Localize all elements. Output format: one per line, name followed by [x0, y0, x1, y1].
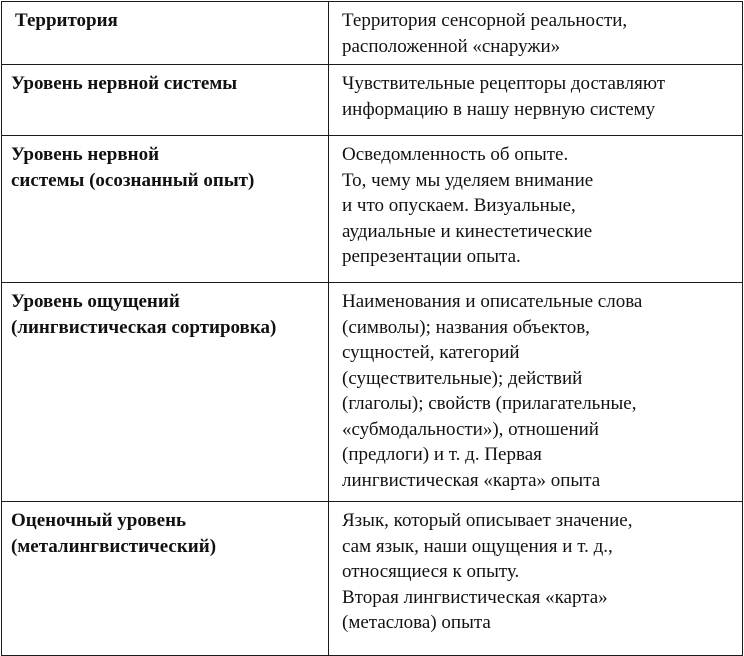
table-row: [2, 65, 743, 136]
level-description: Наименования и описательные слова (символы); названия объектов, сущностей, категорий (существительные); действий (глаголы); свойств (прилагательные, «субмодальности»), отношений (предлоги) и т. д. Первая лингвистическая «карта» опыта: [342, 291, 643, 491]
level-description-cell: [329, 502, 743, 656]
level-description-cell: [329, 283, 743, 502]
level-description: Чувствительные рецепторы доставляют информацию в нашу нервную систему: [342, 73, 666, 120]
table-row: [2, 283, 743, 502]
table-row: [2, 2, 743, 65]
level-name: Уровень ощущений (лингвистическая сортировка): [11, 291, 277, 338]
level-name-cell: [2, 136, 329, 283]
level-description: Язык, который описывает значение, сам язык, наши ощущения и т. д., относящиеся к опыту. Вторая лингвистическая «карта» (метаслова) опыта: [342, 510, 633, 633]
level-name: Территория: [15, 10, 118, 31]
level-description-cell: [329, 65, 743, 136]
level-name-cell: [2, 502, 329, 656]
level-name-cell: [2, 65, 329, 136]
level-description-cell: [329, 2, 743, 65]
level-name-cell: [2, 283, 329, 502]
level-name: Уровень нервной системы: [11, 73, 238, 94]
table-row: [2, 136, 743, 283]
level-description: Территория сенсорной реальности, расположенной «снаружи»: [342, 10, 628, 57]
level-name: Уровень нервной системы (осознанный опыт): [11, 144, 255, 191]
level-name-cell: [2, 2, 329, 65]
table-row: [2, 502, 743, 656]
levels-table: [1, 1, 743, 656]
level-description-cell: [329, 136, 743, 283]
level-name: Оценочный уровень (металингвистический): [11, 510, 217, 557]
level-description: Осведомленность об опыте. То, чему мы уделяем внимание и что опускаем. Визуальные, аудиальные и кинестетические репрезентации опыта.: [342, 144, 594, 267]
